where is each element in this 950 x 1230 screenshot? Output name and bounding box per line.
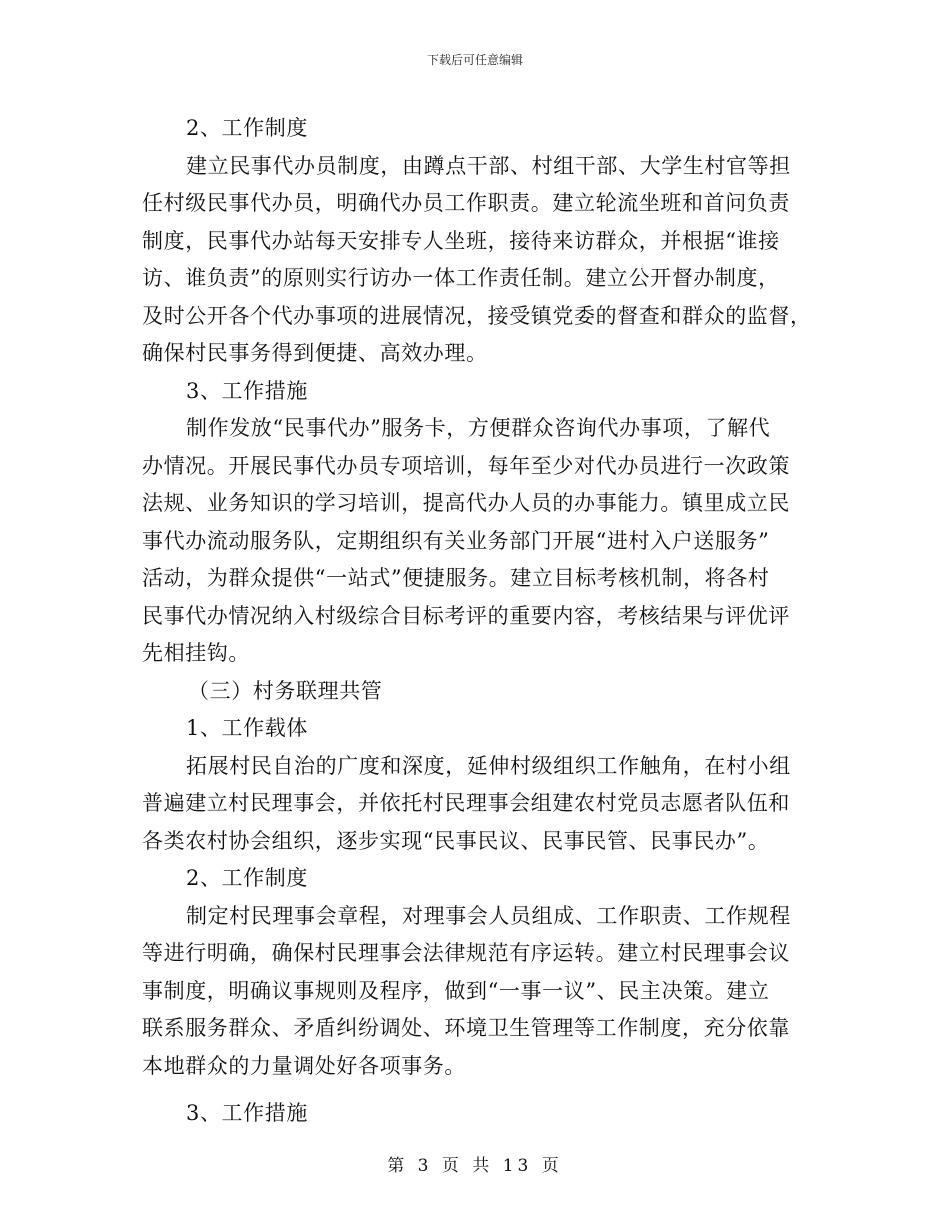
- paragraph-line: 联系服务群众、矛盾纠纷调处、环境卫生管理等工作制度，充分依靠: [142, 1016, 790, 1040]
- paragraph-first-line: 拓展村民自治的广度和深度，延伸村级组织工作触角，在村小组: [186, 753, 791, 778]
- paragraph-line: 等进行明确，确保村民理事会法律规范有序运转。建立村民理事会议: [142, 941, 790, 965]
- subsection-heading: 1、工作载体: [186, 716, 308, 740]
- section-heading: （三）村务联理共管: [188, 678, 383, 703]
- paragraph-first-line: 制定村民理事会章程，对理事会人员组成、工作职责、工作规程: [186, 903, 791, 928]
- paragraph-first-line: 建立民事代办员制度，由蹲点干部、村组干部、大学生村官等担: [186, 153, 791, 178]
- paragraph-gap: [142, 1085, 806, 1095]
- paragraph-line: 活动，为群众提供“一站式”便捷服务。建立目标考核机制，将各村: [142, 566, 770, 590]
- paragraph-line: 制度，民事代办站每天安排专人坐班，接待来访群众，并根据“谁接: [142, 228, 780, 253]
- paragraph-line: 确保村民事务得到便捷、高效办理。: [142, 341, 488, 365]
- subsection-heading: 2、工作制度: [186, 866, 308, 890]
- paragraph-line: 及时公开各个代办事项的进展情况，接受镇党委的督查和群众的监督，: [142, 303, 812, 328]
- paragraph-line: 法规、业务知识的学习培训，提高代办人员的办事能力。镇里成立民: [142, 491, 790, 515]
- paragraph-line: 先相挂钩。: [142, 641, 250, 665]
- paragraph-line: 事制度，明确议事规则及程序，做到“一事一议”、民主决策。建立: [142, 978, 770, 1003]
- paragraph-first-line: 制作发放“民事代办”服务卡，方便群众咨询代办事项，了解代: [186, 416, 771, 440]
- paragraph-line: 办情况。开展民事代办员专项培训，每年至少对代办员进行一次政策: [142, 453, 790, 478]
- subsection-heading: 2、工作制度: [186, 116, 308, 140]
- paragraph-line: 普遍建立村民理事会，并依托村民理事会组建农村党员志愿者队伍和: [142, 791, 790, 815]
- page-footer: 第 3 页 共 13 页: [387, 1156, 563, 1176]
- document-body: [142, 110, 812, 1133]
- paragraph-line: 访、谁负责”的原则实行访办一体工作责任制。建立公开督办制度，: [142, 266, 780, 290]
- paragraph-line: 事代办流动服务队，定期组织有关业务部门开展“进村入户送服务”: [142, 528, 770, 553]
- subsection-heading: 3、工作措施: [186, 378, 308, 403]
- subsection-heading: 3、工作措施: [186, 1101, 308, 1125]
- page-header: 下载后可任意编辑: [426, 53, 523, 67]
- paragraph-line: 本地群众的力量调处好各项事务。: [142, 1053, 466, 1078]
- paragraph-line: 民事代办情况纳入村级综合目标考评的重要内容，考核结果与评优评: [142, 603, 790, 628]
- paragraph-line: 各类农村协会组织，逐步实现“民事民议、民事民管、民事民办”。: [142, 828, 770, 853]
- paragraph-line: 任村级民事代办员，明确代办员工作职责。建立轮流坐班和首问负责: [142, 191, 790, 215]
